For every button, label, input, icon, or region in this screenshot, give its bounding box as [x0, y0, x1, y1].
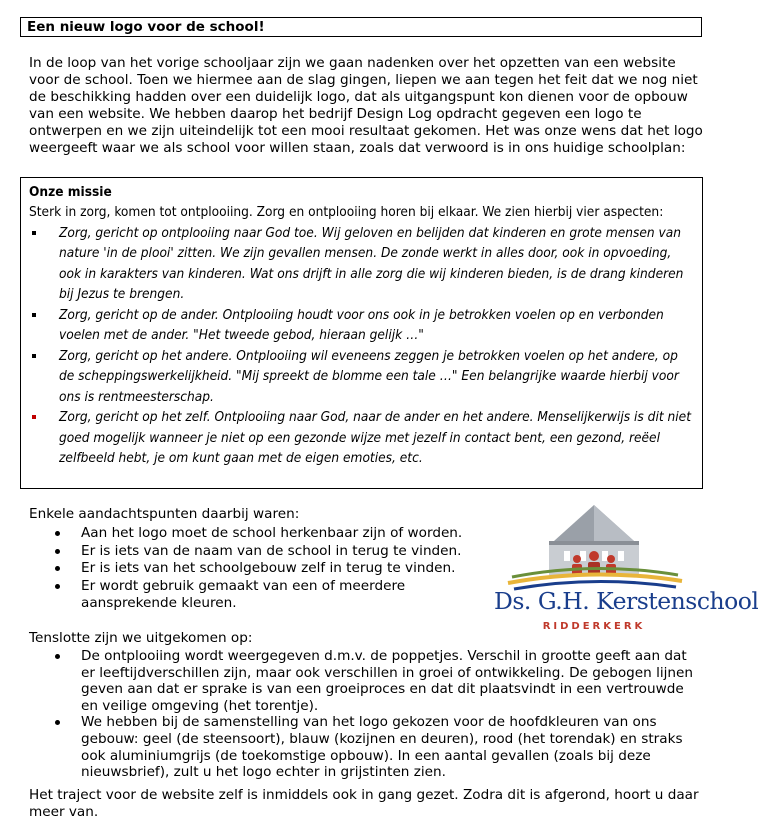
list-item	[29, 543, 479, 561]
bullet-square-icon	[32, 354, 36, 358]
bullet-dot-icon	[55, 566, 60, 571]
intro-paragraph: In de loop van het vorige schooljaar zijn we gaan nadenken over het opzetten van een website voor de school. Toen we hiermee aan de slag gingen, liepen we aan tegen het feit dat we nog niet de beschikking hadden over een duidelijk logo, dat als uitgangspunt kon dienen voor de opbouw van een website. We hebben daarop het bedrijf Design Log opdracht gegeven een logo te ontwerpen en we zijn uiteindelijk tot een mooi resultaat gekomen. Het was onze wens dat het logo weergeeft waar we als school voor willen staan, zoals dat verwoord is in ons huidige schoolplan:	[29, 55, 703, 156]
list-item-text: We hebben bij de samenstelling van het logo gekozen voor de hoofdkleuren van ons gebouw: geel (de steensoort), blauw (kozijnen en deuren), rood (het torendak) en straks ook aluminiumgrijs (de toekomstige opbouw). In een aantal gevallen (zoals bij deze nieuwsbrief), zult u het logo echter in grijstinten zien.	[81, 714, 683, 781]
mission-item	[29, 305, 696, 346]
list-item-text: Aan het logo moet de school herkenbaar zijn of worden.	[81, 525, 463, 541]
bullet-dot-icon	[55, 531, 60, 536]
school-tower-icon	[494, 503, 694, 593]
logo-school-name: Ds. G.H. Kerstenschool	[494, 587, 758, 615]
list-item-text: Er is iets van het schoolgebouw zelf in terug te vinden.	[81, 560, 456, 576]
closing-paragraph: Het traject voor de website zelf is inmiddels ook in gang gezet. Zodra dit is afgerond, hoort u daar meer van.	[29, 787, 699, 820]
bullet-square-icon	[32, 415, 36, 419]
bullet-dot-icon	[55, 584, 60, 589]
school-logo	[494, 503, 758, 638]
mission-item	[29, 346, 696, 408]
mission-intro: Sterk in zorg, komen tot ontplooiing. Zorg en ontplooiing horen bij elkaar. We zien hierbij vier aspecten:	[29, 204, 664, 220]
list-item	[29, 578, 461, 613]
list-item	[29, 525, 479, 543]
mission-title: Onze missie	[29, 184, 112, 200]
conclusion-list	[29, 648, 701, 781]
mission-item	[29, 407, 696, 469]
bullet-square-icon	[32, 313, 36, 317]
bullet-dot-icon	[55, 654, 60, 659]
mission-item-text: Zorg, gericht op het zelf. Ontplooiing naar God, naar de ander en het andere. Menselijkerwijs is dit niet goed mogelijk wanneer je niet op een gezonde wijze met jezelf in contact bent, een gezond, reëel zelfbeeld hebt, je om kunt gaan met de eigen emoties, etc.	[59, 409, 691, 466]
article-title: Een nieuw logo voor de school!	[20, 17, 702, 37]
conclusion-heading: Tenslotte zijn we uitgekomen op:	[29, 630, 253, 646]
list-item	[29, 560, 479, 578]
mission-item-text: Zorg, gericht op ontplooiing naar God toe. Wij geloven en belijden dat kinderen en grote mensen van nature 'in de plooi' zitten. We zijn gevallen mensen. De zonde werkt in alles door, ook in opvoeding, ook in karakters van kinderen. Wat ons drijft in alle zorg die wij kinderen bieden, is de drang kinderen bij Jezus te brengen.	[59, 224, 684, 302]
bullet-square-icon	[32, 231, 36, 235]
mission-list	[29, 223, 702, 469]
points-heading: Enkele aandachtspunten daarbij waren:	[29, 506, 300, 522]
list-item-text: De ontplooiing wordt weergegeven d.m.v. de poppetjes. Verschil in grootte geeft aan dat er leeftijdverschillen zijn, maar ook verschillen in groei of ontwikkeling. De gebogen lijnen geven aan dat er sprake is van een groeiproces en dat dit plaatsvindt in een vertrouwde en veilige omgeving (het torentje).	[81, 648, 694, 714]
bullet-dot-icon	[55, 720, 60, 725]
mission-item-text: Zorg, gericht op de ander. Ontplooiing houdt voor ons ook in je betrokken voelen op en verbonden voelen met de ander. "Het tweede gebod, hieraan gelijk …"	[59, 306, 664, 343]
mission-item	[29, 223, 696, 305]
list-item	[29, 714, 701, 780]
mission-box	[20, 177, 703, 489]
list-item	[29, 648, 701, 714]
list-item-text: Er is iets van de naam van de school in terug te vinden.	[81, 542, 462, 559]
points-list	[29, 525, 479, 613]
list-item-text: Er wordt gebruik gemaakt van een of meerdere aansprekende kleuren.	[81, 577, 406, 611]
mission-item-text: Zorg, gericht op het andere. Ontplooiing wil eveneens zeggen je betrokken voelen op het andere, op de scheppingswerkelijkheid. "Mij spreekt de blomme een tale …" Een belangrijke waarde hierbij voor ons is rentmeesterschap.	[59, 347, 679, 405]
logo-town: RIDDERKERK	[542, 621, 646, 632]
bullet-dot-icon	[55, 549, 60, 554]
